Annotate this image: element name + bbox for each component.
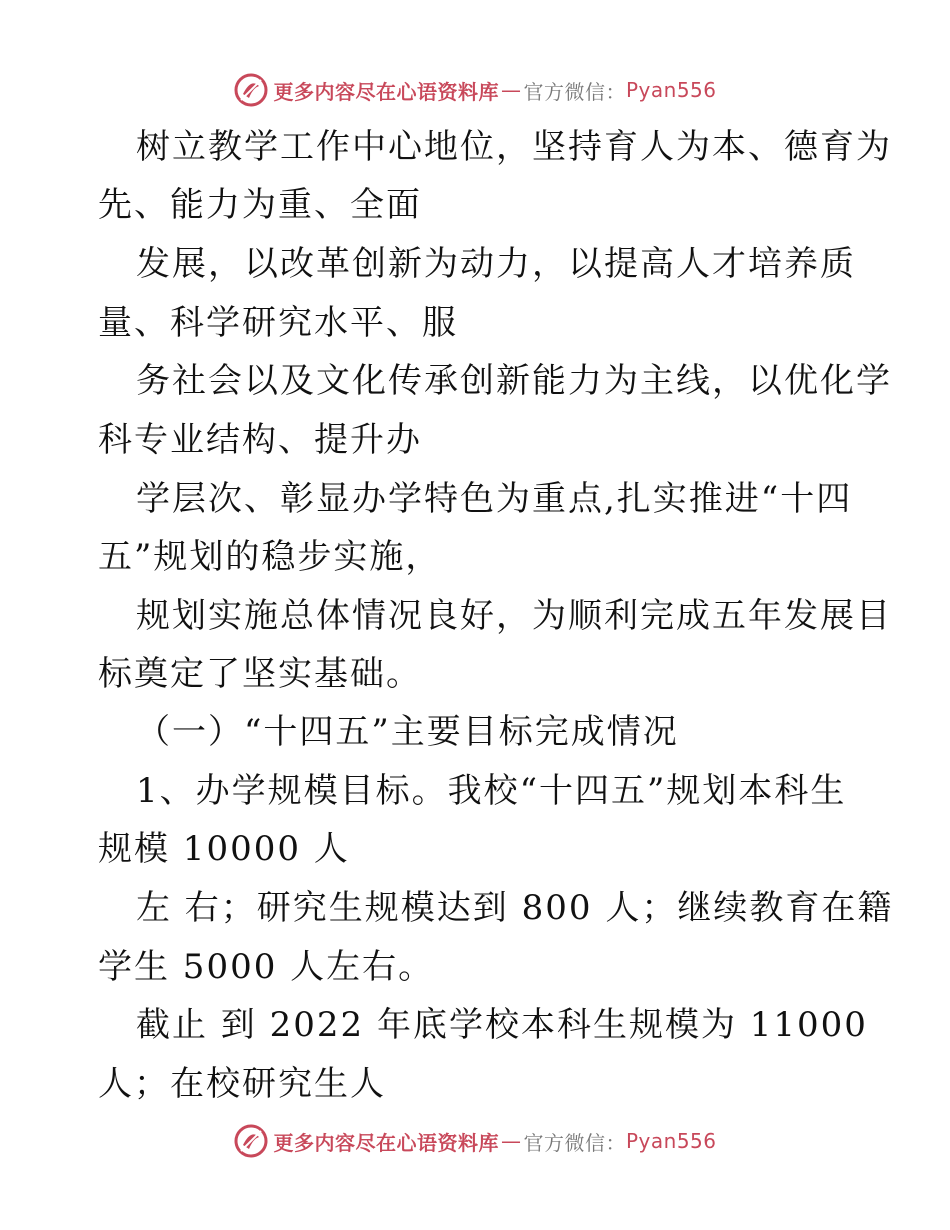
section-heading: （一）“十四五”主要目标完成情况 bbox=[136, 712, 679, 752]
seal-logo-icon bbox=[233, 72, 269, 108]
watermark-wechat-id: Pyan556 bbox=[625, 1129, 717, 1153]
watermark-dash: — bbox=[500, 78, 522, 102]
body-line-5: 务社会以及文化传承创新能力为主线，以优化学 bbox=[136, 361, 892, 401]
body-line-1: 树立教学工作中心地位，坚持育人为本、德育为 bbox=[136, 127, 892, 167]
body-line-6: 科专业结构、提升办 bbox=[98, 420, 422, 460]
body-line-7: 学层次、彰显办学特色为重点,扎实推进“十四 bbox=[136, 479, 853, 519]
body-line-4: 量、科学研究水平、服 bbox=[98, 303, 458, 343]
watermark-official-label: 官方微信： bbox=[523, 79, 626, 104]
seal-logo-icon bbox=[233, 1123, 269, 1159]
body-line-3: 发展，以改革创新为动力，以提高人才培养质 bbox=[136, 244, 856, 284]
watermark-official-label: 官方微信： bbox=[523, 1130, 626, 1155]
body-line-17: 人；在校研究生人 bbox=[98, 1064, 386, 1104]
watermark-brand-text: 更多内容尽在心语资料库 bbox=[273, 1130, 499, 1155]
body-line-12: 1、办学规模目标。我校“十四五”规划本科生 bbox=[136, 771, 847, 811]
body-line-8: 五”规划的稳步实施， bbox=[98, 537, 442, 577]
watermark-brand-text: 更多内容尽在心语资料库 bbox=[273, 79, 499, 104]
body-line-10: 标奠定了坚实基础。 bbox=[98, 654, 422, 694]
watermark-dash: — bbox=[500, 1129, 522, 1153]
body-line-14: 左 右；研究生规模达到 800 人；继续教育在籍 bbox=[136, 888, 894, 928]
header-watermark bbox=[0, 70, 950, 110]
body-line-13: 规模 10000 人 bbox=[98, 829, 350, 869]
body-line-9: 规划实施总体情况良好，为顺利完成五年发展目 bbox=[136, 596, 892, 636]
watermark-wechat-id: Pyan556 bbox=[625, 78, 717, 102]
body-line-15: 学生 5000 人左右。 bbox=[98, 947, 435, 987]
body-line-2: 先、能力为重、全面 bbox=[98, 185, 422, 225]
body-line-16: 截止 到 2022 年底学校本科生规模为 11000 bbox=[136, 1005, 868, 1045]
footer-watermark bbox=[0, 1121, 950, 1161]
